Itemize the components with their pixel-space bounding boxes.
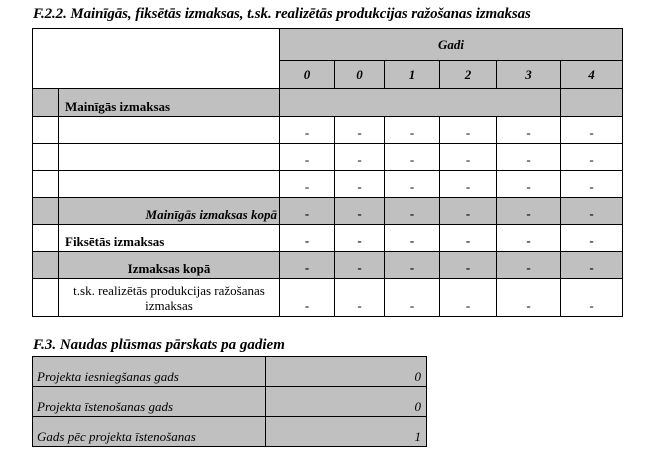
value-cell: - bbox=[561, 171, 623, 198]
value-cell: - bbox=[497, 279, 561, 317]
row-marker bbox=[33, 252, 59, 279]
value-cell: - bbox=[335, 171, 385, 198]
value-cell: - bbox=[440, 252, 497, 279]
value-cell: - bbox=[497, 225, 561, 252]
value-cell: - bbox=[561, 198, 623, 225]
value-cell: - bbox=[561, 279, 623, 317]
year-header: 4 bbox=[561, 61, 623, 89]
value-cell: - bbox=[385, 117, 440, 144]
year-header: 0 bbox=[280, 61, 335, 89]
cashflow-table bbox=[32, 356, 427, 447]
cashflow-label: Projekta īstenošanas gads bbox=[33, 387, 266, 417]
value-cell: - bbox=[440, 225, 497, 252]
value-cell: - bbox=[497, 117, 561, 144]
variable-total-label: Mainīgās izmaksas kopā bbox=[59, 198, 280, 225]
value-cell: - bbox=[280, 225, 335, 252]
value-cell: - bbox=[440, 279, 497, 317]
value-cell: - bbox=[280, 198, 335, 225]
value-cell: - bbox=[280, 252, 335, 279]
value-cell: - bbox=[280, 279, 335, 317]
year-header: 3 bbox=[497, 61, 561, 89]
value-cell: - bbox=[280, 144, 335, 171]
row-marker bbox=[33, 117, 59, 144]
row-marker bbox=[33, 144, 59, 171]
header-blank bbox=[33, 29, 280, 89]
value-cell: - bbox=[497, 171, 561, 198]
year-header: 2 bbox=[440, 61, 497, 89]
value-cell: - bbox=[385, 252, 440, 279]
value-cell: - bbox=[561, 225, 623, 252]
value-cell: - bbox=[385, 144, 440, 171]
cost-item-label[interactable] bbox=[59, 144, 280, 171]
value-cell: - bbox=[280, 171, 335, 198]
variable-costs-label: Mainīgās izmaksas bbox=[59, 89, 280, 117]
year-header: 0 bbox=[335, 61, 385, 89]
value-cell: - bbox=[385, 225, 440, 252]
section-title-costs: F.2.2. Mainīgās, fiksētās izmaksas, t.sk. realizētās produkcijas ražošanas izmaksas bbox=[33, 6, 531, 22]
cost-item-label[interactable] bbox=[59, 117, 280, 144]
value-cell: - bbox=[561, 144, 623, 171]
costs-table bbox=[32, 28, 623, 317]
value-cell: - bbox=[440, 171, 497, 198]
value-cell: - bbox=[335, 279, 385, 317]
row-marker bbox=[33, 225, 59, 252]
row-marker bbox=[33, 198, 59, 225]
cashflow-value[interactable]: 0 bbox=[266, 387, 427, 417]
value-cell: - bbox=[440, 198, 497, 225]
fixed-costs-label: Fiksētās izmaksas bbox=[59, 225, 280, 252]
value-cell: - bbox=[440, 144, 497, 171]
section-title-cashflow: F.3. Naudas plūsmas pārskats pa gadiem bbox=[33, 337, 285, 353]
value-cell: - bbox=[335, 198, 385, 225]
row-marker bbox=[33, 171, 59, 198]
value-cell: - bbox=[561, 117, 623, 144]
cost-item-label[interactable] bbox=[59, 171, 280, 198]
value-cell: - bbox=[497, 144, 561, 171]
year-header: 1 bbox=[385, 61, 440, 89]
value-cell: - bbox=[385, 279, 440, 317]
row-marker bbox=[33, 89, 59, 117]
value-cell: - bbox=[335, 252, 385, 279]
value-cell: - bbox=[440, 117, 497, 144]
shaded-cell bbox=[561, 89, 623, 117]
value-cell: - bbox=[335, 144, 385, 171]
value-cell: - bbox=[497, 198, 561, 225]
row-marker bbox=[33, 279, 59, 317]
value-cell: - bbox=[385, 171, 440, 198]
value-cell: - bbox=[497, 252, 561, 279]
production-costs-label: t.sk. realizētās produkcijas ražošanas izmaksas bbox=[59, 279, 280, 317]
cashflow-label: Gads pēc projekta īstenošanas bbox=[33, 417, 266, 447]
years-header: Gadi bbox=[280, 29, 623, 61]
cashflow-value[interactable]: 1 bbox=[266, 417, 427, 447]
value-cell: - bbox=[335, 117, 385, 144]
shaded-cell bbox=[280, 89, 561, 117]
total-costs-label: Izmaksas kopā bbox=[59, 252, 280, 279]
cashflow-label: Projekta iesniegšanas gads bbox=[33, 357, 266, 387]
value-cell: - bbox=[280, 117, 335, 144]
cashflow-value[interactable]: 0 bbox=[266, 357, 427, 387]
value-cell: - bbox=[561, 252, 623, 279]
value-cell: - bbox=[335, 225, 385, 252]
value-cell: - bbox=[385, 198, 440, 225]
